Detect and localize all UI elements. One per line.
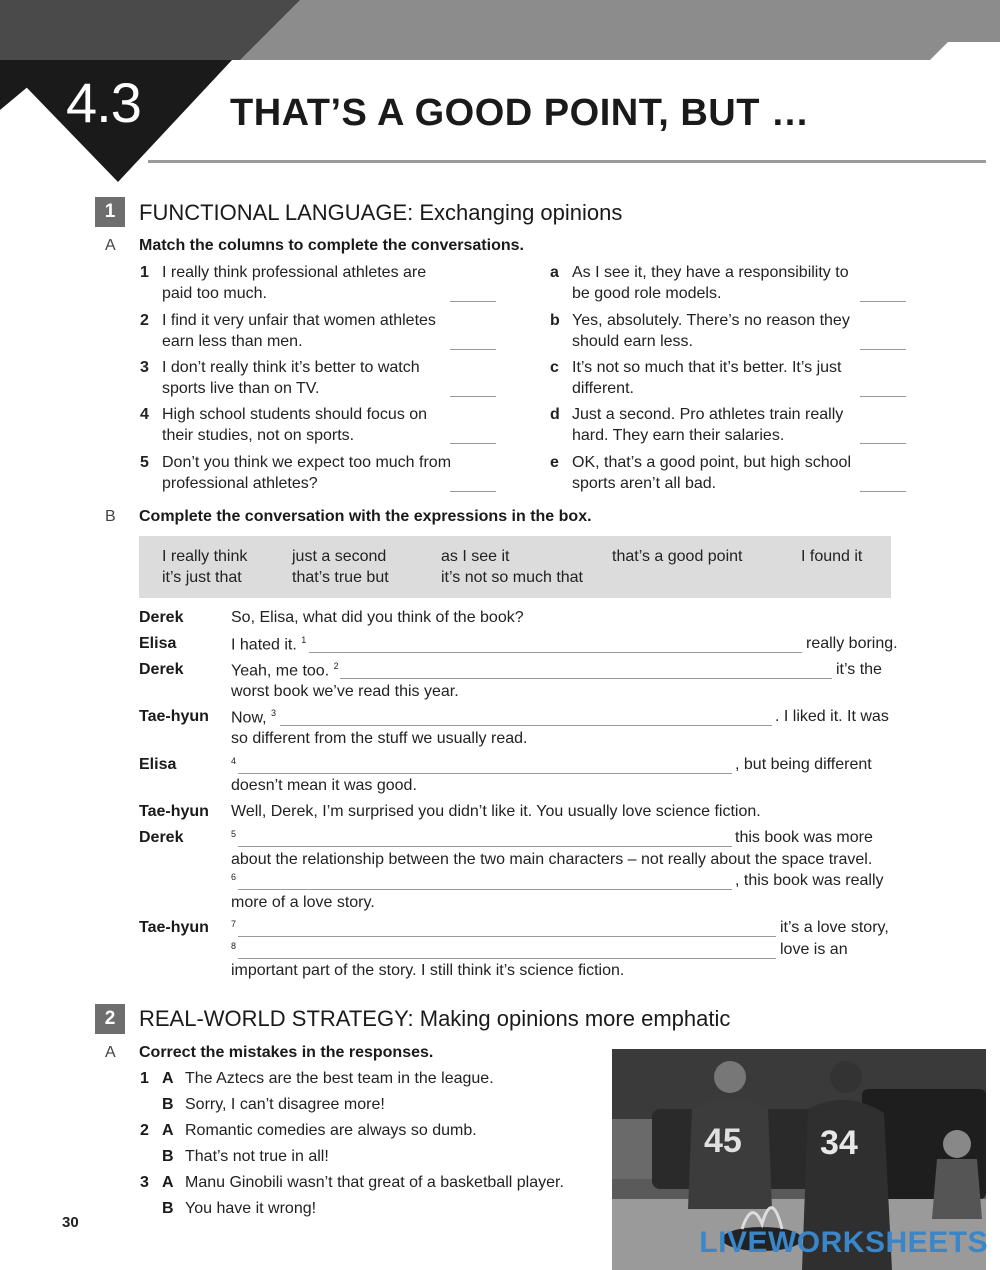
speaker-name: Elisa [139, 635, 177, 652]
line-text: it’s the [836, 661, 882, 678]
dialogue-line [231, 708, 276, 727]
item-text: It’s not so much that it’s better. It’s just different. [572, 359, 842, 397]
answer-blank[interactable] [450, 396, 496, 397]
item-text: I really think professional athletes are paid too much. [162, 264, 427, 302]
part-letter: A [105, 237, 116, 254]
gap-number: 3 [271, 708, 277, 718]
gap-blank[interactable] [238, 889, 732, 890]
answer-blank[interactable] [860, 349, 906, 350]
line-text: this book was more [735, 829, 873, 846]
dialogue-line [231, 941, 236, 960]
line-text: doesn’t mean it was good. [231, 777, 417, 794]
section-number-box: 2 [95, 1004, 125, 1034]
dialogue-line [231, 635, 306, 654]
statement-text: The Aztecs are the best team in the league. [185, 1070, 494, 1087]
dialogue-line: Well, Derek, I’m surprised you didn’t like it. You usually love science fiction. [231, 803, 761, 820]
answer-blank[interactable] [450, 301, 496, 302]
statement-text: Romantic comedies are always so dumb. [185, 1122, 477, 1139]
gap-blank[interactable] [238, 958, 776, 959]
jersey-number: 34 [820, 1124, 858, 1162]
item-number: 1 [140, 264, 149, 281]
gap-number: 8 [231, 941, 237, 951]
line-text: really boring. [806, 635, 898, 652]
answer-blank[interactable] [860, 491, 906, 492]
expression-item: it’s just that [162, 569, 242, 586]
item-number: 3 [140, 359, 149, 376]
item-number: 4 [140, 406, 149, 423]
speaker-label: A [162, 1070, 174, 1087]
item-text: OK, that’s a good point, but high school sports aren’t all bad. [572, 454, 852, 492]
line-text: worst book we’ve read this year. [231, 683, 459, 700]
gap-blank[interactable] [280, 725, 772, 726]
dialogue-line [231, 829, 236, 848]
watermark-logo: LIVEWORKSHEETS [699, 1226, 988, 1259]
line-text: so different from the stuff we usually read. [231, 730, 528, 747]
gap-blank[interactable] [309, 652, 802, 653]
part-letter: B [105, 508, 116, 525]
page-number: 30 [62, 1214, 79, 1231]
line-text: I hated it. [231, 636, 297, 654]
speaker-label: B [162, 1200, 174, 1217]
speaker-name: Derek [139, 829, 184, 846]
speaker-name: Tae-hyun [139, 708, 209, 725]
item-text: Just a second. Pro athletes train really hard. They earn their salaries. [572, 406, 844, 444]
answer-blank[interactable] [450, 443, 496, 444]
instruction: Complete the conversation with the expressions in the box. [139, 508, 592, 525]
item-text: High school students should focus on their studies, not on sports. [162, 406, 428, 444]
statement-text: Manu Ginobili wasn’t that great of a basketball player. [185, 1174, 564, 1191]
expression-item: that’s true but [292, 569, 389, 586]
answer-blank[interactable] [450, 349, 496, 350]
item-text: Yes, absolutely. There’s no reason they should earn less. [572, 312, 850, 350]
dialogue-line [231, 919, 236, 938]
expression-item: I really think [162, 548, 248, 565]
response-text: Sorry, I can’t disagree more! [185, 1096, 385, 1113]
expression-item: that’s a good point [612, 548, 743, 565]
answer-blank[interactable] [860, 301, 906, 302]
unit-number: 4.3 [66, 71, 141, 134]
dialogue-line [231, 661, 339, 680]
speaker-name: Elisa [139, 756, 177, 773]
line-text: . I liked it. It was [775, 708, 889, 725]
section-title: REAL-WORLD STRATEGY: Making opinions more emphatic [139, 1006, 731, 1031]
expression-item: I found it [801, 548, 863, 565]
item-text: I find it very unfair that women athletes earn less than men. [162, 312, 436, 350]
gap-blank[interactable] [340, 678, 832, 679]
speaker-name: Tae-hyun [139, 919, 209, 936]
gap-number: 5 [231, 829, 237, 839]
gap-number: 1 [301, 635, 307, 645]
line-text: , but being different [735, 756, 872, 773]
jersey-number: 45 [704, 1122, 742, 1160]
item-number: 3 [140, 1174, 149, 1191]
gap-blank[interactable] [238, 773, 732, 774]
item-letter: c [550, 359, 559, 376]
line-text: it’s a love story, [780, 919, 889, 936]
gap-number: 6 [231, 872, 237, 882]
response-text: You have it wrong! [185, 1200, 317, 1217]
line-text: more of a love story. [231, 894, 375, 911]
part-letter: A [105, 1044, 116, 1061]
expression-box [139, 536, 891, 598]
answer-blank[interactable] [450, 491, 496, 492]
item-number: 2 [140, 1122, 149, 1139]
item-letter: e [550, 454, 559, 471]
speaker-name: Derek [139, 661, 184, 678]
gap-number: 7 [231, 919, 237, 929]
speaker-label: A [162, 1174, 174, 1191]
item-number: 5 [140, 454, 149, 471]
speaker-label: B [162, 1148, 174, 1165]
line-text: important part of the story. I still think it’s science fiction. [231, 962, 625, 979]
gap-number: 4 [231, 756, 237, 766]
item-letter: b [550, 312, 560, 329]
item-text: I don’t really think it’s better to watch sports live than on TV. [162, 359, 420, 397]
expression-item: it’s not so much that [441, 569, 583, 586]
item-text: As I see it, they have a responsibility to be good role models. [572, 264, 849, 302]
gap-blank[interactable] [238, 846, 732, 847]
dialogue-line [231, 872, 236, 891]
speaker-name: Derek [139, 609, 184, 626]
dialogue-line: So, Elisa, what did you think of the book? [231, 609, 524, 626]
page-title: THAT’S A GOOD POINT, BUT … [230, 92, 810, 134]
instruction: Match the columns to complete the conversations. [139, 237, 524, 254]
line-text: about the relationship between the two main characters – not really about the space travel. [231, 851, 873, 868]
gap-number: 2 [333, 661, 339, 671]
instruction: Correct the mistakes in the responses. [139, 1044, 434, 1061]
item-letter: d [550, 406, 560, 423]
line-text: love is an [780, 941, 848, 958]
item-text: Don’t you think we expect too much from professional athletes? [162, 454, 452, 492]
expression-item: just a second [292, 548, 387, 565]
title-divider [148, 160, 986, 163]
line-text: Now, [231, 709, 267, 727]
line-text: Yeah, me too. [231, 662, 330, 680]
item-number: 2 [140, 312, 149, 329]
expression-item: as I see it [441, 548, 510, 565]
section-number-box: 1 [95, 197, 125, 227]
dialogue-line [231, 756, 236, 775]
answer-blank[interactable] [860, 443, 906, 444]
line-text: , this book was really [735, 872, 884, 889]
gap-blank[interactable] [238, 936, 776, 937]
speaker-label: B [162, 1096, 174, 1113]
speaker-name: Tae-hyun [139, 803, 209, 820]
item-number: 1 [140, 1070, 149, 1087]
speaker-label: A [162, 1122, 174, 1139]
response-text: That’s not true in all! [185, 1148, 329, 1165]
answer-blank[interactable] [860, 396, 906, 397]
item-letter: a [550, 264, 559, 281]
section-title: FUNCTIONAL LANGUAGE: Exchanging opinions [139, 200, 623, 225]
